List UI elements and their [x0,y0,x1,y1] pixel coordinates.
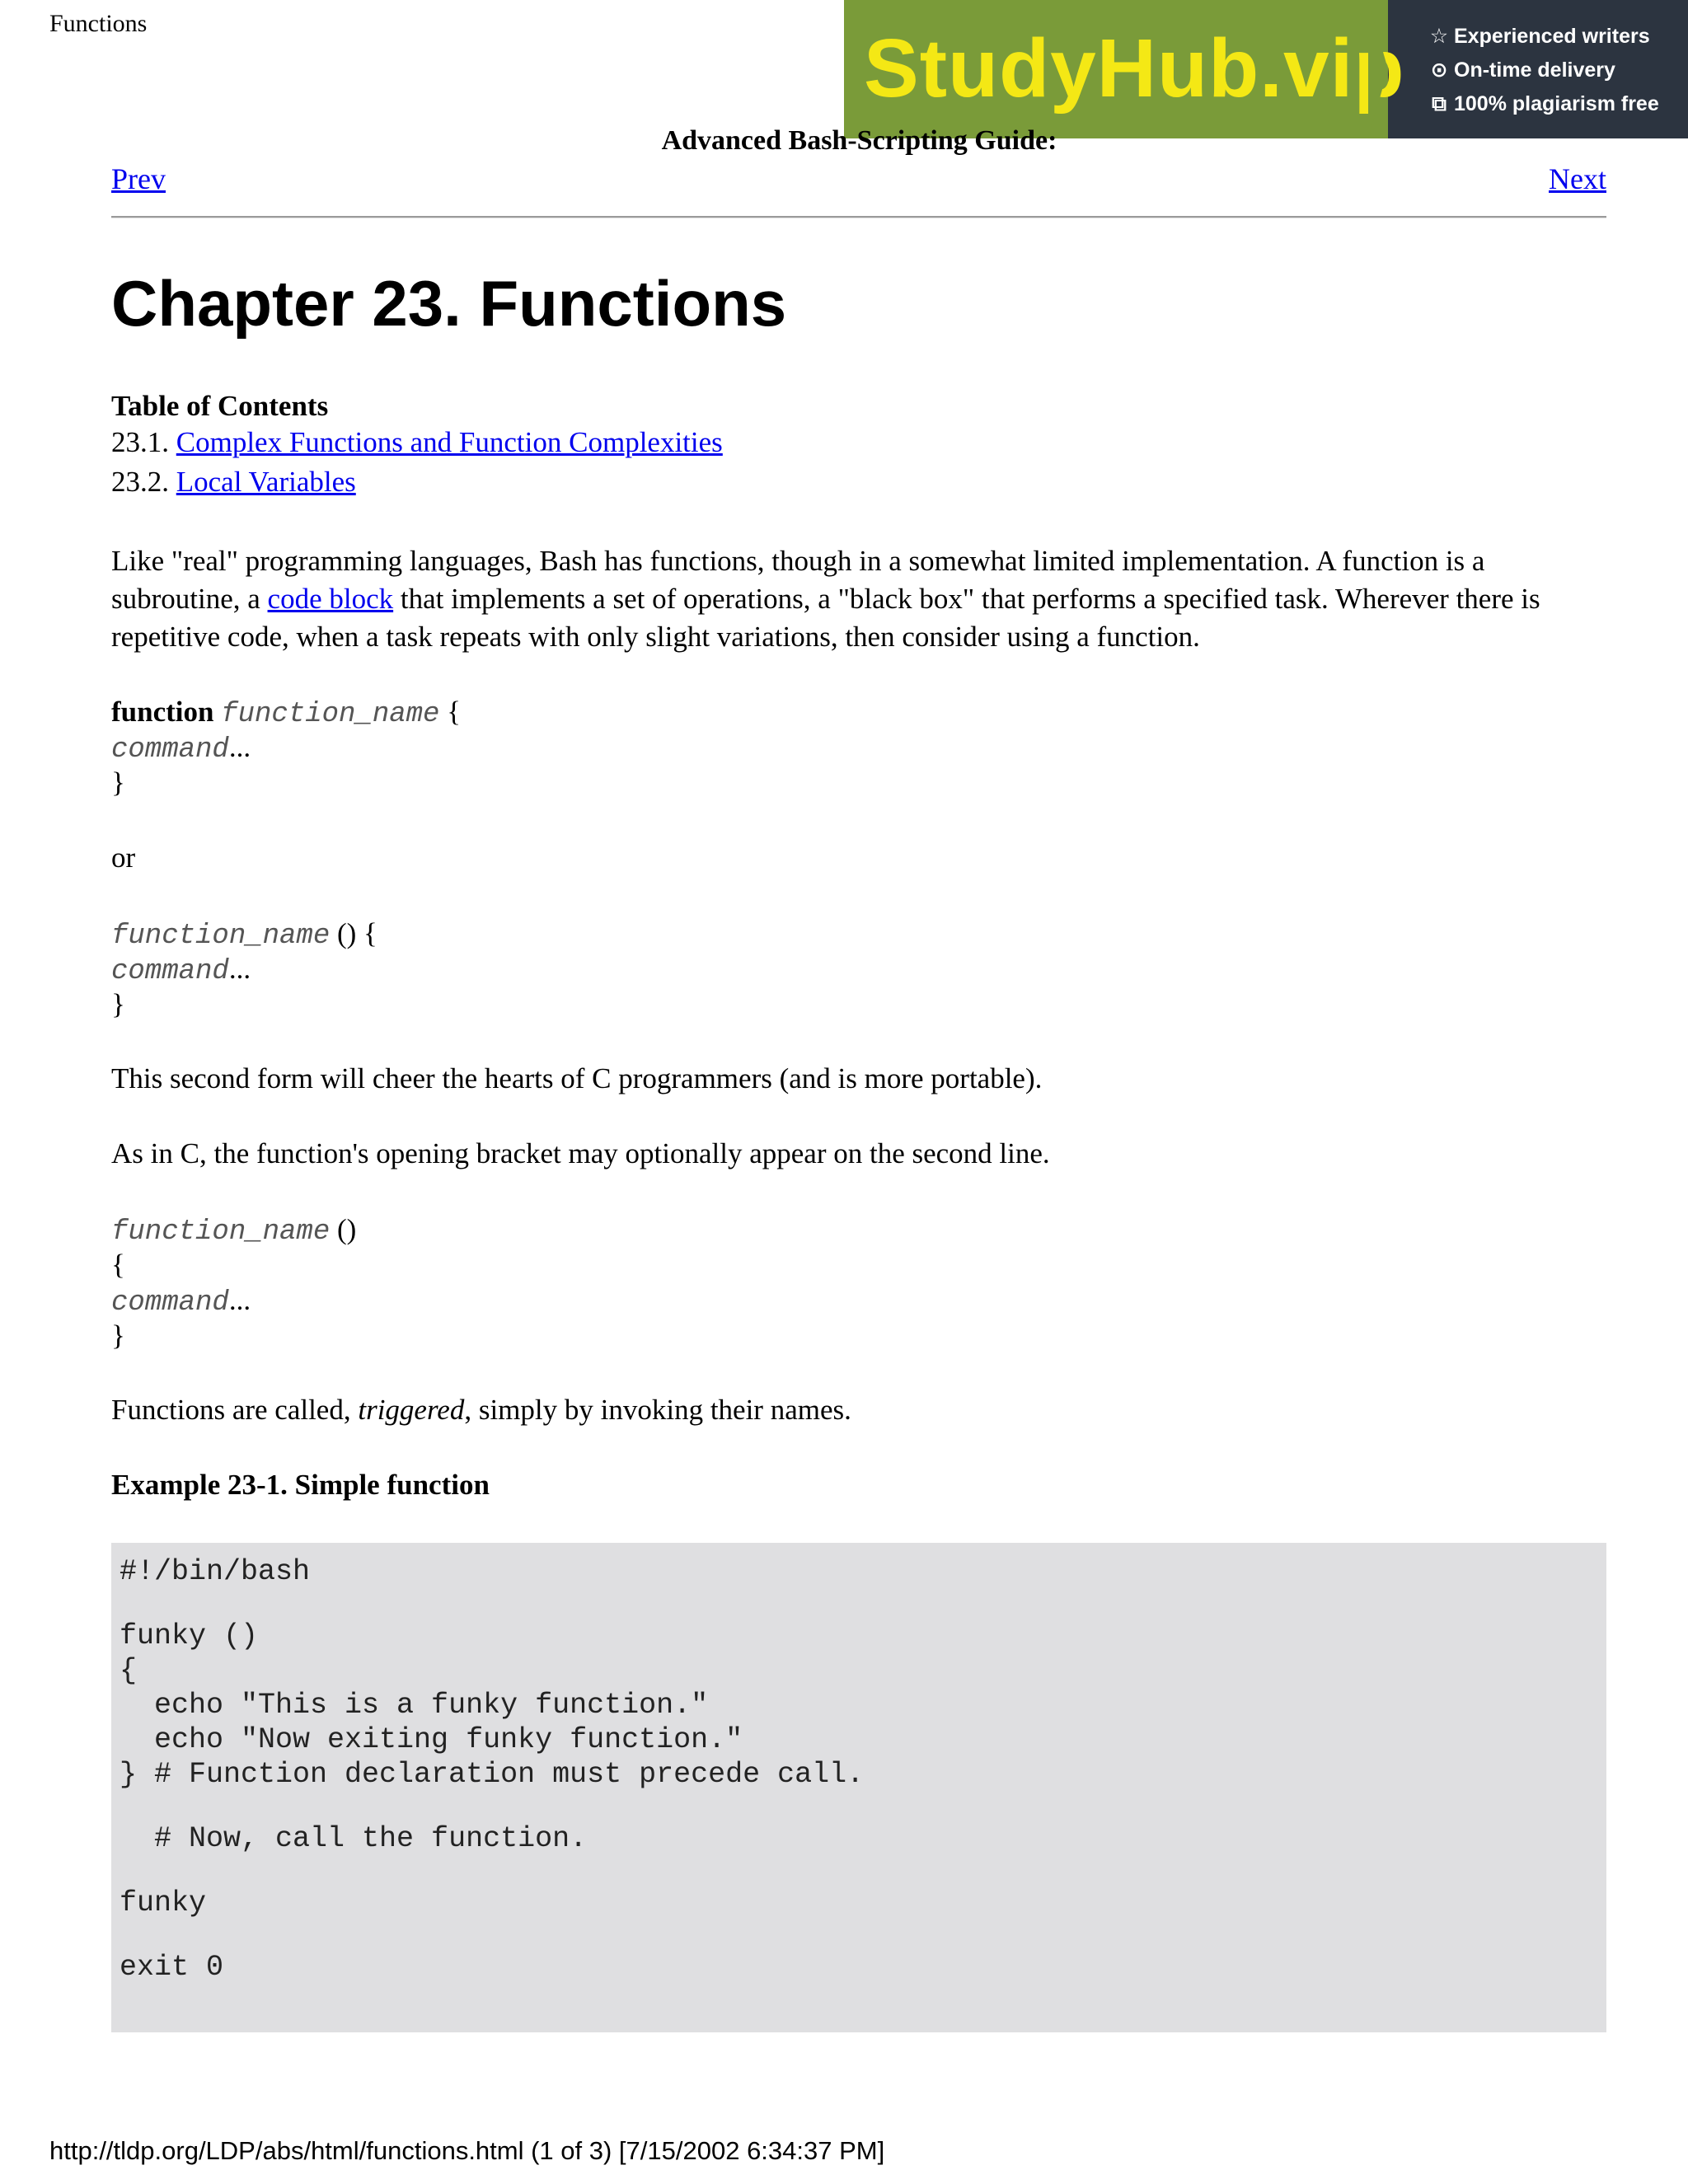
guide-title: Advanced Bash-Scripting Guide: [661,125,1057,156]
syntax1-close: } [111,766,125,799]
code-line: funky [120,1886,207,1919]
footer-url: http://tldp.org/LDP/abs/html/functions.html (1 of 3) [7/15/2002 6:34:37 PM] [49,2136,885,2165]
command-ellipsis: ... [228,1284,251,1316]
called-italic: triggered [358,1394,465,1426]
studyhub-logo[interactable]: StudyHub.vip [864,22,1405,115]
code-line: #!/bin/bash [120,1555,311,1588]
syntax2-command [111,949,251,991]
banner-notch [1368,0,1388,138]
toc-link-complex-functions[interactable]: Complex Functions and Function Complexities [176,426,723,458]
code-line: # Now, call the function. [120,1822,588,1855]
syntax3-close: } [111,1319,125,1352]
code-example [111,1543,1606,2032]
code-blank-line [120,1856,1606,1886]
command-ellipsis: ... [228,731,251,763]
banner-logo-area[interactable] [844,0,1405,138]
toc-item-local-variables [111,462,356,501]
called-paragraph [111,1390,851,1429]
code-blank-line [120,1589,1606,1619]
second-form-note: This second form will cheer the hearts of C programmers (and is more portable). [111,1062,1043,1094]
syntax1-command [111,728,251,770]
banner-features [1388,0,1688,138]
command-text: command [111,734,229,766]
feature-experienced-writers [1428,20,1688,54]
bracket-note: As in C, the function's opening bracket may optionally appear on the second line. [111,1137,1050,1169]
code-line: } # Function declaration must precede call. [120,1758,865,1791]
next-link[interactable]: Next [1549,162,1606,195]
toc-item-complex-functions [111,423,723,462]
parens-brace: () { [330,917,377,949]
page-header-title: Functions [49,10,148,37]
toc-link-local-variables[interactable]: Local Variables [176,466,356,498]
prev-link[interactable]: Prev [111,162,166,195]
toc-item-number: 23.1. [111,426,169,458]
studyhub-banner[interactable] [844,0,1688,138]
function-name: function_name [111,921,331,952]
syntax2-close: } [111,988,125,1020]
code-line: echo "This is a funky function." [120,1689,709,1722]
copy-icon: ⧉ [1432,92,1447,115]
code-blank-line [120,1920,1606,1950]
open-brace: { [439,696,462,728]
intro-text-end: that implements a set of operations, a "black box" that performs a specified task. Wherever there is repetitive code, when a task repeats with only slight variations, then consider using a function. [111,583,1540,653]
function-name: function_name [111,1216,331,1248]
code-line: echo "Now exiting funky function." [120,1723,743,1756]
command-text: command [111,1287,229,1319]
command-ellipsis: ... [228,953,251,985]
feature-plagiarism-free [1428,87,1688,121]
function-keyword: function [111,696,214,728]
called-text-end: , simply by invoking their names. [464,1394,851,1426]
star-icon: ☆ [1429,25,1449,48]
or-text: or [111,841,136,874]
code-line: funky () [120,1619,259,1652]
command-text: command [111,956,229,987]
code-blank-line [120,1792,1606,1821]
intro-text-start: Like "real" programming languages, Bash has functions, though in a somewhat limited implementation. A function is a subroutine, a [111,545,1485,615]
code-line: { [120,1654,138,1687]
syntax3-open: { [111,1249,125,1281]
parens: () [330,1213,357,1245]
code-block-link[interactable]: code block [267,583,394,615]
chapter-title: Chapter 23. Functions [111,267,787,340]
toc-heading: Table of Contents [111,390,329,422]
feature-label: On-time delivery [1454,59,1615,82]
intro-paragraph [111,542,1606,656]
clock-icon: ⊙ [1430,59,1448,82]
called-text-start: Functions are called, [111,1394,359,1426]
syntax3-command [111,1281,251,1323]
feature-on-time-delivery [1428,54,1688,87]
function-name: function_name [221,699,440,730]
syntax3-signature [111,1210,356,1252]
code-line: exit 0 [120,1951,224,1984]
toc-item-number: 23.2. [111,466,169,498]
feature-label: Experienced writers [1454,25,1650,48]
example-title: Example 23-1. Simple function [111,1469,490,1501]
feature-label: 100% plagiarism free [1454,92,1659,115]
header-divider [111,216,1606,218]
